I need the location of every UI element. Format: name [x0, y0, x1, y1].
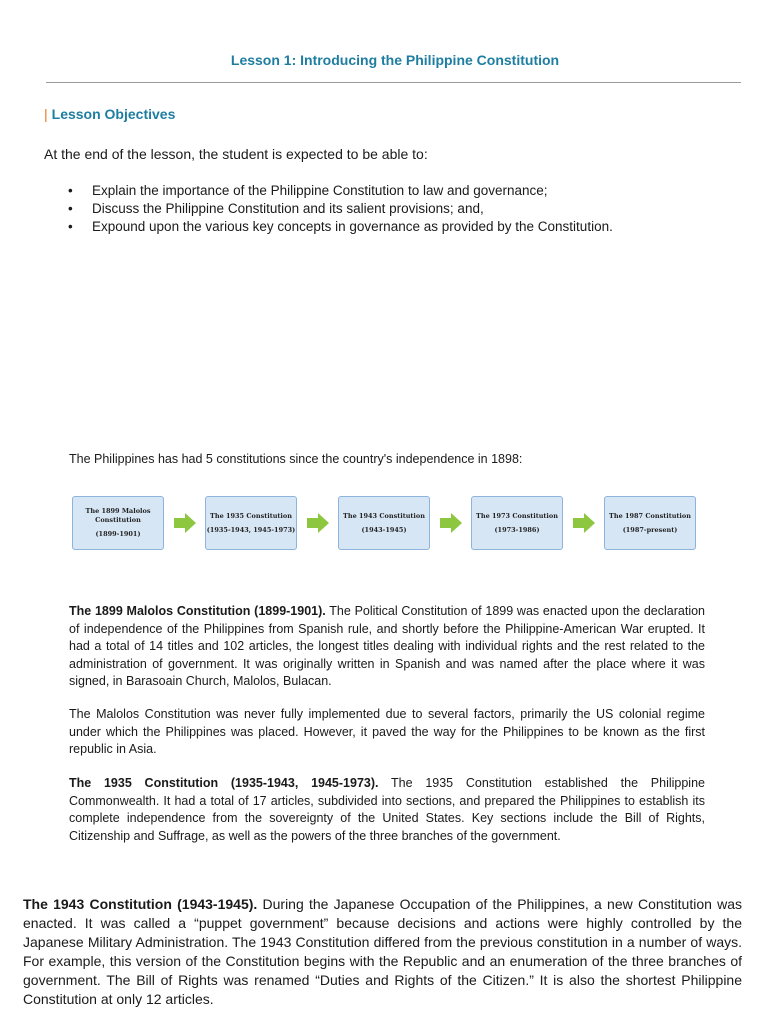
objectives-heading [44, 106, 175, 122]
constitution-1943-paragraph [23, 895, 742, 1009]
timeline-box-years: (1899-1901) [95, 530, 141, 538]
objective-text: Discuss the Philippine Constitution and its salient provisions; and, [92, 201, 484, 216]
constitution-1935-body: The 1935 Constitution established the Philippine Commonwealth. It had a total of 17 articles, subdivided into sections, and prepared the Philippines to establish its complete independence from the sovereignty of the United States. Key sections include the Bill of Rights, Citizenship and Suffrage, as well as the powers of the three branches of the government. [69, 776, 705, 843]
constitution-1935-title: The 1935 Constitution (1935-1943, 1945-1973). [69, 776, 379, 790]
constitution-1943-body: During the Japanese Occupation of the Philippines, a new Constitution was enacted. It was called a “puppet government” because decisions and actions were highly controlled by the Japanese Military Administration. The 1943 Constitution differed from the previous constitution in a number of ways. For example, this version of the Constitution begins with the Republic and an enumeration of the three branches of government. The Bill of Rights was renamed “Duties and Rights of the Citizen.” It is also the shortest Philippine Constitution at only 12 articles. [23, 896, 743, 1007]
timeline-box-1987 [604, 496, 696, 550]
malolos-title: The 1899 Malolos Constitution (1899-1901). [69, 604, 326, 618]
header-divider [46, 82, 741, 83]
timeline-box-name-line2: Constitution [95, 516, 141, 524]
right-arrow-icon [164, 513, 205, 533]
right-arrow-icon [297, 513, 338, 533]
list-item [66, 182, 613, 200]
bullet-icon: • [68, 183, 73, 198]
timeline-box-years: (1935-1943, 1945-1973) [206, 525, 296, 534]
page-title: Lesson 1: Introducing the Philippine Constitution [230, 52, 560, 68]
timeline-box-1973 [471, 496, 563, 550]
heading-accent-bar: | [44, 106, 48, 122]
objective-text: Explain the importance of the Philippine Constitution to law and governance; [92, 183, 548, 198]
constitution-timeline [72, 496, 696, 550]
malolos-paragraph [69, 603, 705, 691]
timeline-box-name: The 1943 Constitution [343, 511, 425, 520]
timeline-intro: The Philippines has had 5 constitutions since the country's independence in 1898: [69, 452, 523, 466]
bullet-icon: • [68, 201, 73, 216]
right-arrow-icon [563, 513, 604, 533]
timeline-box-name: The 1987 Constitution [609, 511, 691, 520]
timeline-box-years: (1973-1986) [494, 525, 540, 534]
objective-text: Expound upon the various key concepts in governance as provided by the Constitution. [92, 219, 613, 234]
timeline-box-1943 [338, 496, 430, 550]
timeline-box-1935 [205, 496, 297, 550]
timeline-box-years: (1943-1945) [361, 525, 407, 534]
objectives-intro: At the end of the lesson, the student is expected to be able to: [44, 146, 428, 162]
timeline-box-name: The 1935 Constitution [210, 511, 292, 520]
constitution-1935-paragraph [69, 775, 705, 845]
bullet-icon: • [68, 219, 73, 234]
constitution-1943-title: The 1943 Constitution (1943-1945). [23, 896, 258, 912]
malolos-followup-paragraph: The Malolos Constitution was never fully implemented due to several factors, primarily the US colonial regime under which the Philippines was placed. However, it paved the way for the Philippines to be known as the first republic in Asia. [69, 707, 705, 756]
objectives-heading-text: Lesson Objectives [51, 106, 176, 122]
timeline-box-1899 [72, 496, 164, 550]
objectives-list [66, 182, 613, 236]
list-item [66, 218, 613, 236]
right-arrow-icon [430, 513, 471, 533]
list-item [66, 200, 613, 218]
timeline-box-name: The 1973 Constitution [476, 511, 558, 520]
timeline-box-name: The 1899 Malolos [85, 507, 151, 515]
malolos-body: The Political Constitution of 1899 was enacted upon the declaration of independence of the Philippines from Spanish rule, and shortly before the Philippine-American War erupted. It had a total of 14 titles and 102 articles, the longest titles dealing with individual rights and the rest related to the administration of government. It was originally written in Spanish and was named after the place where it was signed, in Barasoain Church, Malolos, Bulacan. [69, 604, 706, 688]
timeline-box-years: (1987-present) [622, 525, 678, 534]
